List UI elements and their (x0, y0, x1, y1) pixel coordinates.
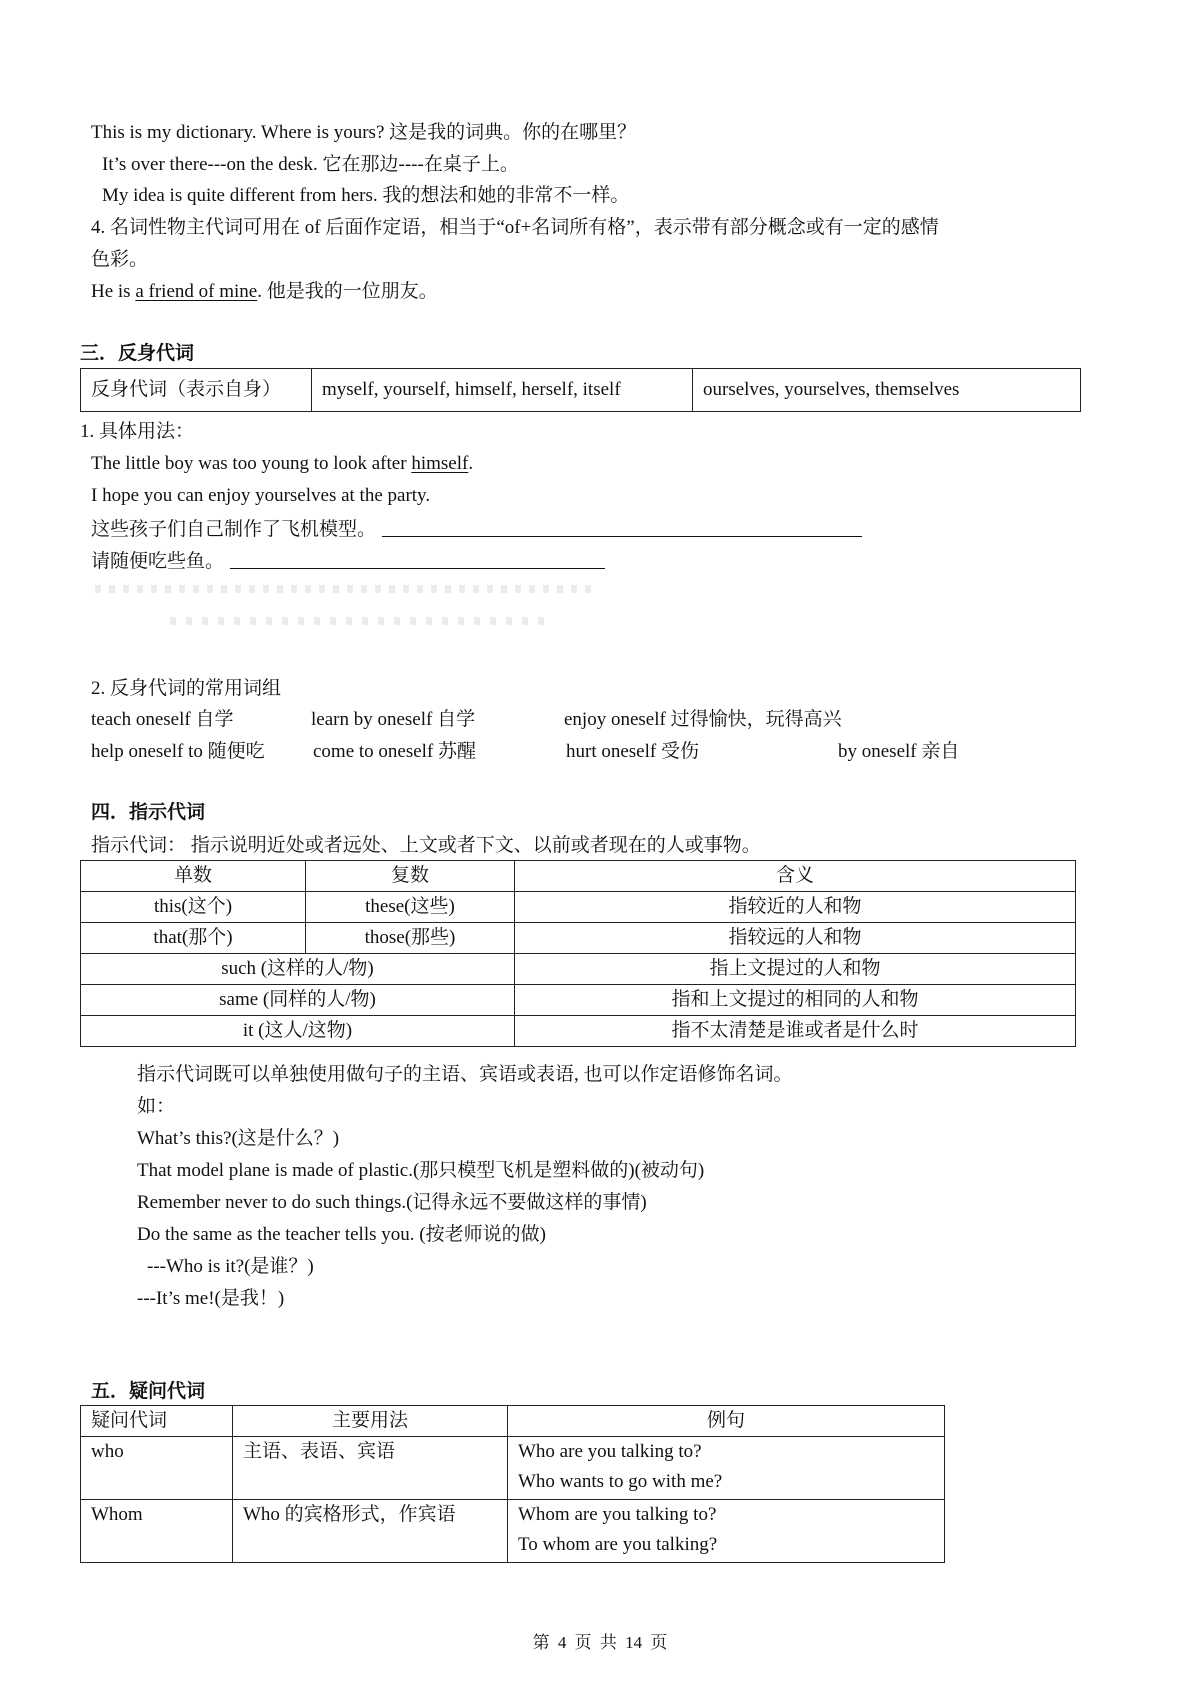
cell-meaning: 指和上文提过的相同的人和物 (515, 985, 1076, 1016)
cell-usage: Who 的宾格形式，作宾语 (233, 1500, 508, 1563)
demonstrative-example-3: Remember never to do such things.(记得永远不要做这样的事情) (137, 1192, 647, 1213)
header-singular: 单数 (81, 861, 306, 892)
demonstrative-example-2: That model plane is made of plastic.(那只模型飞机是塑料做的)(被动句) (137, 1160, 705, 1181)
cell-meaning: 指不太清楚是谁或者是什么时 (515, 1016, 1076, 1047)
example-sentence: Whom are you talking to? (518, 1504, 717, 1525)
cell-pronoun: Whom (81, 1500, 233, 1563)
table-row (81, 923, 1076, 954)
section4-description: 指示代词： 指示说明近处或者远处、上文或者下文、以前或者现在的人或事物。 (91, 835, 761, 856)
table-row (81, 892, 1076, 923)
faint-erased-line-2 (170, 617, 550, 625)
section3-title: 三．反身代词 (80, 342, 195, 364)
table-row (81, 1500, 945, 1563)
cell-examples (508, 1437, 945, 1500)
phrase-6: hurt oneself 受伤 (566, 741, 699, 762)
cell-meaning: 指上文提过的人和物 (515, 954, 1076, 985)
table-row (81, 1016, 1076, 1047)
translation-exercise-1 (91, 516, 862, 542)
intro-line-3: My idea is quite different from hers. 我的想法和她的非常不一样。 (102, 185, 630, 206)
intro-line-1: This is my dictionary. Where is yours? 这是我的词典。你的在哪里？ (91, 122, 637, 143)
cell-usage: 主语、表语、宾语 (233, 1437, 508, 1500)
answer-blank-1 (382, 516, 862, 537)
phrase-5: come to oneself 苏醒 (313, 741, 477, 762)
reflexive-table (80, 368, 1081, 412)
such-as-label: 如： (137, 1096, 176, 1117)
header-example: 例句 (508, 1406, 945, 1437)
table-header-row (81, 861, 1076, 892)
phrase-7: by oneself 亲自 (838, 741, 960, 762)
intro-line-5: 色彩。 (91, 249, 149, 270)
phrase-4: help oneself to 随便吃 (91, 741, 265, 762)
demonstrative-table (80, 860, 1076, 1047)
section5-title: 五．疑问代词 (91, 1380, 206, 1402)
reflexive-example-1 (91, 452, 473, 476)
exercise-1-text: 这些孩子们自己制作了飞机模型。 (91, 519, 377, 540)
intro-line-4: 4. 名词性物主代词可用在 of 后面作定语，相当于“of+名词所有格”，表示带有部分概念或有一定的感情 (91, 217, 939, 238)
phrase-1: teach oneself 自学 (91, 709, 234, 730)
cell-word: same (同样的人/物) (81, 985, 515, 1016)
reflexive-cell-plural: ourselves, yourselves, themselves (693, 369, 1081, 412)
faint-erased-line-1 (95, 585, 595, 593)
header-meaning: 含义 (515, 861, 1076, 892)
cell-meaning: 指较远的人和物 (515, 923, 1076, 954)
reflexive-cell-label: 反身代词（表示自身） (81, 369, 312, 412)
cell-pronoun: who (81, 1437, 233, 1500)
ex1-underlined: himself (411, 453, 469, 474)
answer-blank-2 (230, 548, 605, 569)
demonstrative-example-5: ---Who is it?(是谁？) (147, 1256, 314, 1277)
usage-title: 1. 具体用法： (80, 421, 195, 442)
example-sentence: Who wants to go with me? (518, 1471, 723, 1492)
translation-exercise-2 (91, 548, 605, 574)
demonstrative-example-4: Do the same as the teacher tells you. (按老师说的做) (137, 1224, 546, 1245)
friend-pre: He is (91, 281, 136, 302)
example-sentence: To whom are you talking? (518, 1534, 718, 1555)
table-row (81, 954, 1076, 985)
section4-title: 四．指示代词 (91, 801, 206, 823)
cell-plural: these(这些) (306, 892, 515, 923)
table-row (81, 985, 1076, 1016)
header-pronoun: 疑问代词 (81, 1406, 233, 1437)
intro-line-2: It’s over there---on the desk. 它在那边----在桌子上。 (102, 154, 519, 175)
exercise-2-text: 请随便吃些鱼。 (91, 551, 225, 572)
phrase-2: learn by oneself 自学 (311, 709, 476, 730)
page-footer: 第 4 页 共 14 页 (532, 1633, 668, 1652)
ex1-pre: The little boy was too young to look after (91, 453, 412, 474)
cell-meaning: 指较近的人和物 (515, 892, 1076, 923)
interrogative-table (80, 1405, 945, 1563)
header-plural: 复数 (306, 861, 515, 892)
phrase-3: enjoy oneself 过得愉快，玩得高兴 (564, 709, 842, 730)
phrases-title: 2. 反身代词的常用词组 (91, 678, 282, 699)
friend-example (91, 280, 438, 304)
table-row (81, 369, 1081, 412)
demonstrative-example-6: ---It’s me!(是我！) (137, 1288, 285, 1309)
demonstrative-example-1: What’s this?(这是什么？) (137, 1128, 340, 1149)
friend-underlined: a friend of mine (135, 281, 258, 302)
cell-singular: that(那个) (81, 923, 306, 954)
reflexive-example-2: I hope you can enjoy yourselves at the party. (91, 485, 431, 506)
ex1-post: . (468, 453, 474, 474)
example-sentence: Who are you talking to? (518, 1441, 702, 1462)
cell-word: it (这人/这物) (81, 1016, 515, 1047)
cell-singular: this(这个) (81, 892, 306, 923)
header-usage: 主要用法 (233, 1406, 508, 1437)
section4-note: 指示代词既可以单独使用做句子的主语、宾语或表语, 也可以作定语修饰名词。 (137, 1064, 793, 1085)
reflexive-cell-singular: myself, yourself, himself, herself, itself (312, 369, 693, 412)
cell-word: such (这样的人/物) (81, 954, 515, 985)
table-row (81, 1437, 945, 1500)
table-header-row (81, 1406, 945, 1437)
friend-post: . 他是我的一位朋友。 (257, 281, 438, 302)
cell-plural: those(那些) (306, 923, 515, 954)
cell-examples (508, 1500, 945, 1563)
